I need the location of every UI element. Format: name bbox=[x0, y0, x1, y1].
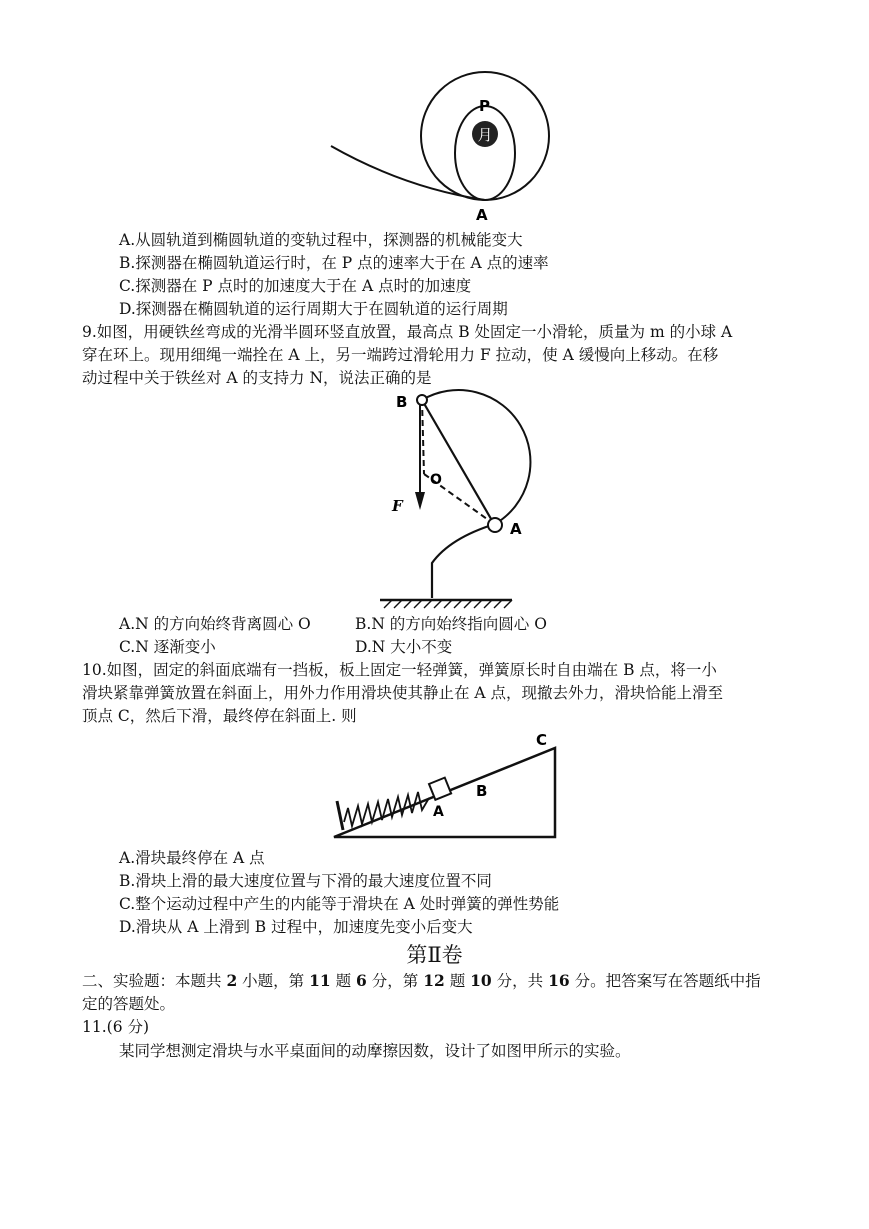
label-b: B bbox=[476, 782, 488, 800]
section2-instructions-line-2: 定的答题处。 bbox=[82, 995, 176, 1013]
q10-text-line-3: 顶点 C，然后下滑，最终停在斜面上. 则 bbox=[82, 707, 357, 725]
q8-option-d: D.探测器在椭圆轨道的运行周期大于在圆轨道的运行周期 bbox=[119, 300, 508, 318]
elliptical-orbit bbox=[455, 106, 515, 200]
label-f: F bbox=[392, 497, 403, 515]
q10-option-a: A.滑块最终停在 A 点 bbox=[119, 849, 265, 867]
q8-option-b: B.探测器在椭圆轨道运行时，在 P 点的速率大于在 A 点的速率 bbox=[119, 254, 549, 272]
q10-option-c: C.整个运动过程中产生的内能等于滑块在 A 处时弹簧的弹性势能 bbox=[119, 895, 560, 913]
section-title: 第Ⅱ卷 bbox=[406, 943, 463, 967]
q8-option-c: C.探测器在 P 点时的加速度大于在 A 点时的加速度 bbox=[119, 277, 472, 295]
radius-ob bbox=[422, 400, 424, 474]
label-p: P bbox=[479, 97, 490, 115]
label-a: A bbox=[433, 804, 444, 820]
q10-text-line-2: 滑块紧靠弹簧放置在斜面上，用外力作用滑块使其静止在 A 点，现撤去外力，滑块恰能上滑至 bbox=[82, 684, 724, 702]
q9-text-line-3: 动过程中关于铁丝对 A 的支持力 N，说法正确的是 bbox=[82, 369, 432, 387]
q10-option-b: B.滑块上滑的最大速度位置与下滑的最大速度位置不同 bbox=[119, 872, 492, 890]
rope-segment bbox=[422, 400, 494, 524]
semicircle-ring bbox=[422, 390, 530, 524]
ball-a bbox=[488, 518, 502, 532]
spring-icon bbox=[344, 792, 429, 826]
orbit-figure bbox=[325, 68, 565, 228]
incline-figure bbox=[330, 726, 565, 842]
label-a: A bbox=[510, 520, 522, 538]
ring-figure bbox=[380, 388, 540, 610]
q9-text-line-1: 9.如图，用硬铁丝弯成的光滑半圆环竖直放置，最高点 B 处固定一小滑轮，质量为 m 的小球 A bbox=[82, 323, 733, 341]
force-f-arrowhead bbox=[415, 492, 425, 510]
pulley-icon bbox=[417, 395, 427, 405]
label-c: C bbox=[536, 731, 548, 749]
q9-option-c: C.N 逐渐变小 bbox=[119, 638, 216, 656]
q11-text: 某同学想测定滑块与水平桌面间的动摩擦因数，设计了如图甲所示的实验。 bbox=[119, 1042, 631, 1060]
q9-option-a: A.N 的方向始终背离圆心 O bbox=[119, 615, 311, 633]
q10-option-d: D.滑块从 A 上滑到 B 过程中，加速度先变小后变大 bbox=[119, 918, 473, 936]
transfer-trajectory bbox=[331, 146, 485, 200]
ring-support bbox=[432, 524, 495, 598]
label-o: O bbox=[430, 472, 442, 488]
q9-option-d: D.N 大小不变 bbox=[355, 638, 453, 656]
q11-heading: 11.(6 分) bbox=[82, 1018, 150, 1036]
q10-text-line-1: 10.如图，固定的斜面底端有一挡板，板上固定一轻弹簧，弹簧原长时自由端在 B 点，将一小 bbox=[82, 661, 717, 679]
moon-label: 月 bbox=[477, 126, 493, 144]
q8-option-a: A.从圆轨道到椭圆轨道的变轨过程中，探测器的机械能变大 bbox=[119, 231, 523, 249]
q9-text-line-2: 穿在环上。现用细绳一端拴在 A 上，另一端跨过滑轮用力 F 拉动，使 A 缓慢向上移动。在移 bbox=[82, 346, 719, 364]
label-a: A bbox=[476, 206, 488, 224]
q9-option-b: B.N 的方向始终指向圆心 O bbox=[355, 615, 547, 633]
section2-instructions-line-1: 二、实验题：本题共 2 小题，第 11 题 6 分，第 12 题 10 分，共 16 分。把答案写在答题纸中指 bbox=[82, 971, 761, 990]
baffle-plate bbox=[337, 801, 343, 830]
label-b: B bbox=[396, 393, 408, 411]
